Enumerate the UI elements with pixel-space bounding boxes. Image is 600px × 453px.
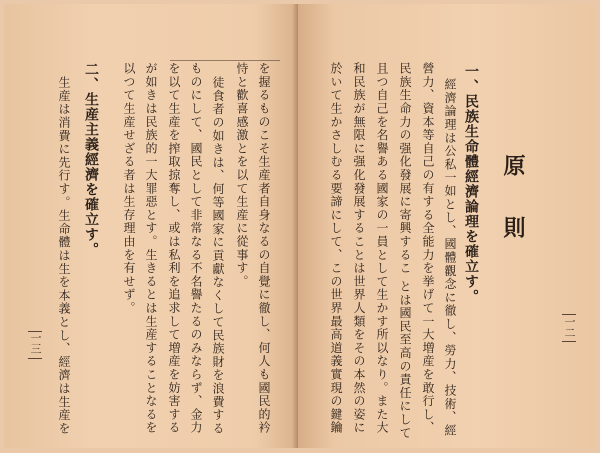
- section-2-heading: 二、生産主義經濟を確立す。: [83, 62, 99, 257]
- right-body-line: 於いて生かさしむる要諦にして、この世界最高道義實現の鍵鑰: [329, 62, 343, 435]
- chapter-title: 則: [500, 216, 526, 238]
- right-body-line: 營力、資本等自己の有する全能力を挙げて一大増産を敢行し、: [421, 62, 435, 435]
- right-body-line: 且つ自己を名譽ある國家の一員として生かす所以なり。また大: [375, 62, 389, 435]
- left-page-top-rule: [170, 60, 280, 61]
- section-1-heading: 一、民族生命體經濟論理を確立す。: [463, 64, 479, 304]
- right-folio-rule: [562, 314, 576, 315]
- left-page: [4, 4, 298, 448]
- right-body-line: 和民族が無限に强化發展することは世界人類をその本然の姿に: [352, 62, 366, 435]
- chapter-title: 原: [500, 154, 526, 176]
- left-body-line: 生産は消費に先行す。生命體は生を本義とし、經濟は生産を: [57, 76, 71, 436]
- right-body-line: 民族生命力の强化發展に寄興するこ とは國民至高の責任にして: [398, 62, 412, 440]
- left-body-line: を握るものこそ生産者自身なるの自覺に徹し、何人も國民的衿: [257, 62, 271, 435]
- left-body-line: を以て生産を搾取掠奪し、或は私利を追求して増産を妨害する: [167, 62, 181, 435]
- right-body-line: 經濟論理は公私一如とし、國體觀念に徹し、勞力、技術、經: [443, 78, 457, 438]
- left-body-line: 恃と歡喜感激とを以て生産に從事す。: [235, 62, 249, 289]
- left-body-line: 以つて生産せざる者は生存理由を有せず。: [122, 62, 136, 315]
- left-page-number: 一三: [29, 332, 42, 354]
- left-body-line: 徒食者の如きは、何等國家に貢獻なくして民族財を浪費する: [211, 76, 225, 436]
- right-page: [298, 4, 596, 448]
- left-body-line: が如きは民族的一大罪惡とす。生きるとは生産することなるを: [144, 62, 158, 435]
- left-folio-rule: [28, 358, 42, 359]
- right-page-number: 一二: [563, 316, 576, 338]
- left-body-line: ものにして、國民として非常なる不名譽たるのみならず、金力: [189, 62, 203, 435]
- right-folio-rule: [562, 341, 576, 342]
